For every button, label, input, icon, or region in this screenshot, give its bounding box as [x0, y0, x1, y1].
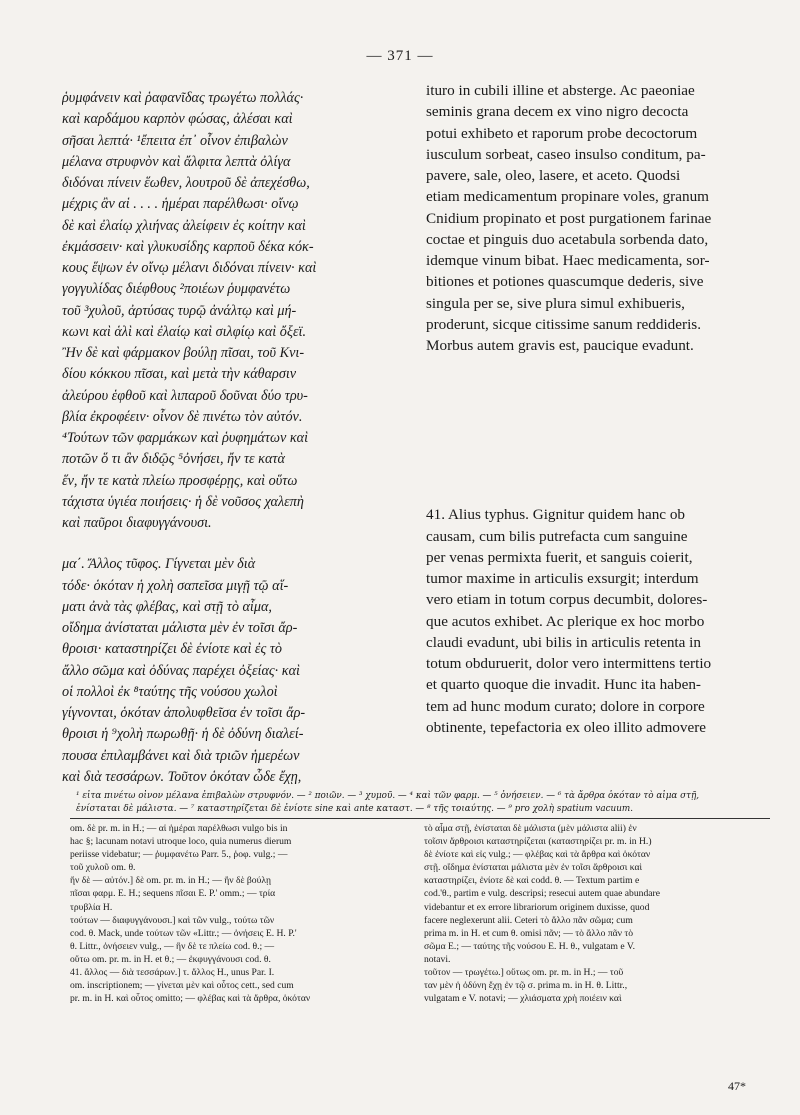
footnotes [76, 790, 766, 816]
apparatus-line: τὸ αἷμα στῇ, ἐνίσταται δὲ μάλιστα (μὲν μάλιστα alii) ἐν [424, 823, 637, 834]
latin-paragraph-41 [426, 504, 768, 738]
critical-apparatus-right [424, 822, 768, 1005]
apparatus-line: τοῦ χυλοῦ om. θ. [70, 862, 136, 874]
apparatus-line: vulgatam e V. notavi; — χλιάσματα χρὴ ποιέειν καὶ [424, 993, 622, 1005]
greek-line: καὶ καρδάμου καρπὸν φώσας, ἀλέσαι καὶ [62, 111, 293, 128]
greek-line: τάχιστα ὑγιέα ποιήσεις· ἡ δὲ νοῦσος χαλεπὴ [62, 493, 304, 510]
greek-line: μα΄. Ἄλλος τῦφος. Γίγνεται μὲν διὰ [62, 556, 256, 573]
latin-line: coctae et pinguis duo acetabula sorbenda dato, [426, 230, 709, 248]
apparatus-line: om. δὲ pr. m. in H.; — αἱ ἡμέραι παρέλθωσι vulgo bis in [70, 823, 288, 834]
latin-line: etiam medicamentum propinare voles, granum [426, 188, 709, 206]
page-number: — 371 — [366, 48, 434, 64]
apparatus-line: ἤν δὲ — αὐτόν.] δὲ om. pr. m. in H.; — ἢν δὲ βούλῃ [70, 875, 272, 887]
apparatus-line: pr. m. in H. καὶ οὗτος omitto; — φλέβας καὶ τὰ ἄρθρα, ὁκόταν [70, 993, 311, 1005]
apparatus-line: periisse videbatur; — ῥυμφανέτω Parr. 5., ῥοφ. vulg.; — [70, 849, 288, 861]
greek-line: πουσα ἐπιλαμβάνει καὶ διὰ τριῶν ἡμερέων [62, 747, 300, 764]
apparatus-line: hac §; lacunam notavi utroque loco, quia numerus dierum [70, 836, 292, 848]
greek-text-column [62, 88, 392, 788]
apparatus-line: δὲ ἐνίοτε καὶ εἰς vulg.; — φλέβας καὶ τὰ ἄρθρα καὶ ὁκόταν [424, 849, 651, 861]
greek-line: διδόναι πίνειν ἕωθεν, λουτροῦ δὲ ἀπεχέσθω, [62, 175, 310, 191]
apparatus-line: οὕτω om. pr. m. in H. et θ.; — ἐκφυγγάνουσι cod. θ. [70, 953, 271, 965]
latin-line: idemque vinum bibat. Haec medicamenta, sor- [426, 252, 710, 269]
apparatus-line: notavi. [424, 953, 451, 965]
apparatus-line: τούτων — διαφυγγάνουσι.] καὶ τῶν vulg., τούτω τῶν [70, 914, 275, 926]
greek-line: δὲ καὶ ἐλαίῳ χλιήνας ἀλείφειν ἐς κοίτην καὶ [62, 217, 306, 234]
latin-paragraph-top [426, 80, 768, 356]
apparatus-line: θ. Littr., ὀνήσειεν vulg., — ἢν δὲ τε πλείω cod. θ.; — [70, 940, 275, 952]
greek-line: οἱ πολλοὶ ἐκ ⁸ταύτης τῆς νούσου χωλοὶ [62, 683, 278, 700]
greek-line: δίου κόκκου πῖσαι, καὶ μετὰ τὴν κάθαρσιν [62, 366, 297, 383]
greek-line: οἴδημα ἀνίσταται μάλιστα μὲν ἐν τοῖσι ἄρ- [62, 620, 298, 636]
apparatus-line: τοῖσιν ἄρθροισι καταστηρίζεται (καταστηρίζει pr. m. in H.) [424, 836, 652, 848]
greek-line: ποτῶν ὅ τι ἂν διδῷς ⁵ὀνήσει, ἤν τε κατὰ [62, 451, 285, 468]
latin-line: singula per se, sive plura simul exhibueris, [426, 294, 685, 312]
latin-line: et quarto quoque die invadit. Hunc ita haben- [426, 676, 701, 694]
apparatus-line: om. inscriptionem; — γίνεται μὲν καὶ οὗτος cett., sed cum [70, 980, 294, 992]
apparatus-line: ταν μὲν ἡ ὀδύνη ἔχῃ ἐν τῷ σ. prima m. in H. θ. Littr., [424, 980, 628, 992]
greek-line: γογγυλίδας διέφθους ²ποιέων ῥυμφανέτω [62, 281, 291, 298]
apparatus-divider [70, 818, 770, 819]
latin-line: bitiones et potiones quascumque dederis, sive [426, 273, 704, 291]
latin-line: Cnidium propinato et post purgationem farinae [426, 209, 712, 227]
latin-line: seminis grana decem ex vino nigro decocta [426, 103, 689, 121]
greek-line: ῥυμφάνειν καὶ ῥαφανῖδας τρωγέτω πολλάς· [62, 90, 304, 106]
latin-line: tem ad hunc modum curato; dolore in corpore [426, 697, 705, 715]
latin-line: Morbus autem gravis est, paucique evadunt. [426, 337, 694, 354]
greek-line: ἐκμάσσειν· καὶ γλυκυσίδης καρποῦ δέκα κόκ- [62, 238, 314, 255]
latin-line: obtinente, tepefactoria ex oleo illito admovere [426, 718, 707, 736]
latin-line: tumor maxime in articulis exsurgit; interdum [426, 570, 699, 587]
latin-line: iusculum sorbeat, caseo insulso conditum, pa- [426, 145, 706, 163]
greek-line: βλία ἐκροφέειν· οἶνον δὲ πινέτω τὸν αὐτόν. [62, 408, 303, 425]
footnote-line: ¹ εἶτα πινέτω οἶνον μέλανα ἐπιβαλὼν στρυφνόν. — ² ποιῶν. — ³ χυμοῦ. — ⁴ καὶ τῶν φαρμ. — ⁵ ὀνήσειεν. — ⁶ τὰ ἄρθρα ὁκόταν τὸ αἷμα στῇ, [76, 791, 700, 801]
apparatus-line: cod.'θ., partim e vulg. descripsi; resecui autem quae abundare [424, 888, 660, 900]
greek-line: ματι ἀνὰ τὰς φλέβας, καὶ στῇ τὸ αἷμα, [62, 598, 272, 615]
critical-apparatus-left [70, 822, 405, 1005]
greek-line: ἀλεύρου ἑφθοῦ καὶ λιπαροῦ δοῦναι δύο τρυ- [62, 387, 308, 404]
greek-line: τόδε· ὁκόταν ἡ χολὴ σαπεῖσα μιγῇ τῷ αἵ- [62, 577, 289, 594]
greek-line: γίγνονται, ὁκόταν ἀπολυφθεῖσα ἐν τοῖσι ἄρ- [62, 705, 306, 721]
latin-line: ituro in cubili illine et absterge. Ac paeoniae [426, 82, 695, 99]
greek-line: καὶ παῦροι διαφυγγάνουσι. [62, 515, 212, 531]
apparatus-line: prima m. in H. et cum θ. omisi πᾶν; — τὸ ἄλλο πᾶν τὸ [424, 927, 634, 939]
latin-line: causam, cum bilis putrefacta cum sanguine [426, 527, 688, 545]
apparatus-line: καταστηρίζει, ἐνίοτε δὲ καὶ codd. θ. — Textum partim e [424, 875, 640, 887]
apparatus-line: facere neglexerunt alii. Ceteri τὸ ἄλλο πᾶν σῶμα; cum [424, 914, 633, 926]
apparatus-line: cod. θ. Mack, unde τούτων τῶν «Littr.; — ὀνήσεις E. H. P.' [70, 927, 297, 939]
latin-line: vero etiam in totum corpus decumbit, dolores- [426, 591, 708, 609]
latin-line: claudi evadunt, ubi bilis in articulis retenta in [426, 633, 701, 651]
greek-line: ἄλλο σῶμα καὶ ὀδύνας παρέχει ὀξείας· καὶ [62, 662, 300, 679]
greek-line: θροισι ἡ ⁹χολὴ πωρωθῇ· ἡ δὲ ὀδύνη διαλεί- [62, 726, 304, 743]
apparatus-line: τοῦτον — τρωγέτω.] οὕτως om. pr. m. in H.; — τοῦ [424, 967, 624, 979]
greek-line: ⁴Τούτων τῶν φαρμάκων καὶ ῥυφημάτων καὶ [62, 430, 309, 446]
latin-line: proderunt, sicque citissime sanum reddideris. [426, 315, 701, 333]
apparatus-line: πῖσαι φαρμ. E. H.; sequens πῖσαι E. P.' omm.; — τρία [70, 888, 276, 900]
latin-line: per venas permixta fuerit, et sanguis coierit, [426, 548, 693, 566]
greek-line: μέχρις ἂν αἱ . . . . ἡμέραι παρέλθωσι· οἴνῳ [62, 196, 299, 213]
apparatus-line: σῶμα E.; — ταύτης τῆς νούσου E. H. θ., vulgatam e V. [424, 940, 635, 952]
greek-line: τοῦ ³χυλοῦ, ἀρτύσας τυρῷ ἀνάλτῳ καὶ μή- [62, 302, 297, 319]
apparatus-line: στῇ. οἴδημα ἐνίσταται μάλιστα μὲν ἐν τοῖσι ἄρθροισι καὶ [424, 862, 643, 874]
footnote-line: ἐνίσταται δὲ μάλιστα. — ⁷ καταστηρίζεται δὲ ἐνίοτε sine καὶ ante καταστ. — ⁸ τῆς τοιαύτης. — ⁹ pro χολὴ spatium vacuum. [76, 804, 634, 814]
greek-line: κους ἕψων ἐν οἴνῳ μέλανι διδόναι πίνειν· καὶ [62, 260, 317, 276]
greek-line: θροισι· καταστηρίζει δὲ ἐνίοτε καὶ ἐς τὸ [62, 641, 282, 658]
greek-line: σῆσαι λεπτά· ¹ἔπειτα ἐπ᾽ οἶνον ἐπιβαλὼν [62, 132, 288, 149]
latin-line: que acutos exhibet. Ac plerique ex hoc morbo [426, 612, 705, 630]
latin-line: totum obduruerit, dolor vero intermittens tertio [426, 655, 712, 672]
greek-line: Ἢν δὲ καὶ φάρμακον βούλῃ πῖσαι, τοῦ Κνι- [62, 345, 305, 361]
greek-line: ἕν, ἤν τε κατὰ πλείω προσφέρῃς, καὶ οὕτω [62, 472, 298, 489]
apparatus-line: 41. ἄλλος — διὰ τεσσάρων.] τ. ἄλλος H., unus Par. I. [70, 967, 275, 979]
latin-line: pavere, sale, oleo, lasere, et aceto. Quodsi [426, 167, 681, 184]
greek-line: καὶ διὰ τεσσάρων. Τοῦτον ὁκόταν ὧδε ἔχῃ, [62, 768, 302, 785]
greek-line: μέλανα στρυφνὸν καὶ ἄλφιτα λεπτὰ ὀλίγα [62, 153, 291, 170]
apparatus-line: videbantur et ex errore librariorum originem duxisse, quod [424, 901, 650, 913]
apparatus-line: τρυβλία H. [70, 901, 113, 913]
signature-mark: 47* [728, 1079, 746, 1093]
latin-line: potui exhibeto et raporum probe decoctorum [426, 124, 698, 142]
greek-line: κωνι καὶ ἁλὶ καὶ ἐλαίῳ καὶ σιλφίῳ καὶ ὄξεϊ. [62, 323, 307, 340]
latin-text-column [426, 80, 768, 738]
latin-line: 41. Alius typhus. Gignitur quidem hanc ob [426, 506, 686, 524]
